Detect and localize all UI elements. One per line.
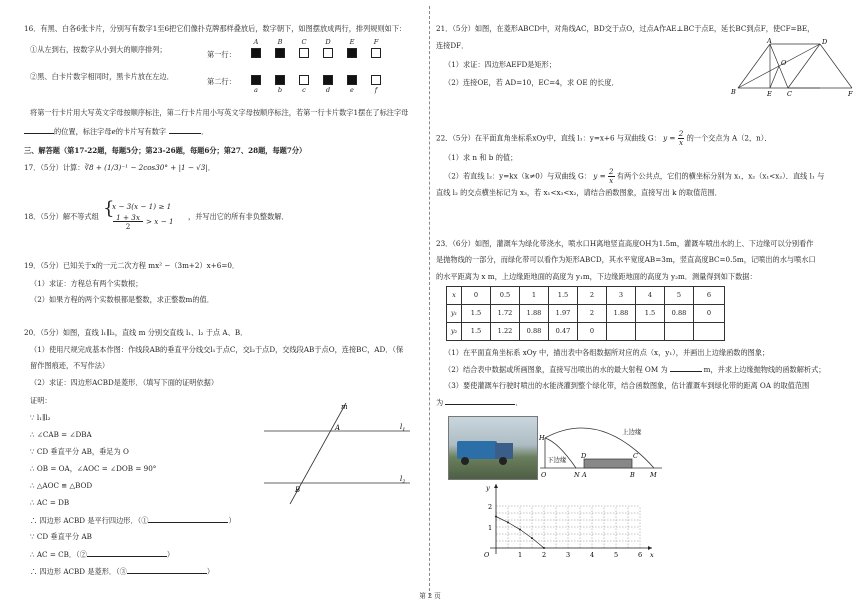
proof-4: ∴ OB = OA，∠AOC = ∠DOB = 90°: [30, 464, 157, 473]
label-B: B: [295, 486, 301, 494]
proof-9-text: ∴ AC = CB．（②: [30, 550, 87, 559]
q22-fraction-2: [608, 168, 615, 185]
proof-10: [30, 566, 214, 577]
lower-edge-label: 下边缘: [547, 456, 567, 464]
q23-trajectory-figure: [538, 414, 664, 480]
q16-rule2: ②黑、白卡片数字相同时，黑卡片放在左边．: [30, 72, 174, 81]
q16-rule1: ①从左到右，按数字从小到大的顺序排列；: [30, 45, 167, 54]
card-letter-C: C: [301, 38, 307, 46]
lower-edge-point: [531, 537, 533, 539]
black-card: [347, 75, 357, 85]
data-cell: 1.97: [549, 305, 578, 323]
label-M: M: [650, 471, 657, 479]
label-A: A: [767, 37, 772, 45]
data-cell: 0.5: [491, 287, 520, 305]
q21-rhombus-figure: [730, 36, 858, 98]
q23-q1: （1）在平面直角坐标系 xOy 中，描出表中各组数据所对应的点（x，y₁），并画出上边缘函数的图象；: [444, 348, 770, 357]
label-B: B: [630, 471, 635, 479]
data-cell: 2: [578, 305, 607, 323]
label-l1: $l_1$: [400, 423, 406, 433]
q20-line3: 留作图痕迹，不写作法）: [30, 361, 110, 370]
q16-tail2: [24, 126, 208, 137]
y-tick-label: 1: [488, 524, 493, 532]
x-tick-label: 2: [542, 551, 547, 559]
irrigation-truck-photo: [448, 416, 538, 480]
y-tick-label: 2: [488, 503, 493, 511]
q22-frac-den: x: [678, 137, 684, 147]
answer-blank-2[interactable]: [169, 126, 201, 134]
data-cell: 0.88: [665, 305, 694, 323]
proof-1: ∵ l₁∥l₂: [30, 413, 51, 422]
card-letter-A: A: [253, 38, 259, 46]
q22-frac-num-2: 2: [608, 167, 614, 176]
q22-frac-lhs-2: y =: [593, 171, 606, 181]
black-card: [323, 75, 333, 85]
q22-frac-lhs: y =: [663, 133, 676, 143]
q23-coordinate-grid: [480, 482, 654, 560]
white-card: [371, 75, 381, 85]
data-cell: 0: [694, 305, 725, 323]
q16-tail2a: 的位置，标注字母: [54, 127, 112, 136]
q16-line1: 16．有黑、白各6张卡片，分别写有数字1至6把它们像扑克牌那样叠放后，数字朝下，如图摆放成两行，排列规则如下：: [24, 24, 407, 33]
q22-line3b: 有两个公共点，它们的横坐标分别为 x₁，x₂（x₁<x₂）．直线 l₁ 与: [616, 171, 825, 181]
q22-line2: （1）求 n 和 b 的值；: [444, 153, 518, 162]
row-header-cell: y₂: [447, 323, 462, 341]
q22-line4: 直线 l₂ 的交点横坐标记为 x₃，若 x₁<x₃<x₂，请结合函数图象，直接写出 k 的取值范围．: [436, 188, 722, 197]
reason-blank-3[interactable]: [127, 566, 207, 574]
lower-edge-point: [495, 516, 497, 518]
label-C: C: [633, 452, 638, 460]
data-cell: 1.5: [636, 305, 665, 323]
table-row: [447, 287, 725, 305]
data-cell: [694, 323, 725, 341]
white-card: [299, 75, 309, 85]
q23-q2: [444, 364, 825, 375]
card-letter-c: c: [302, 86, 306, 94]
x-tick-label: 5: [614, 551, 619, 559]
q18-eq1: x − 3(x − 1) ≥ 1: [112, 202, 172, 211]
x-axis-label: x: [650, 551, 654, 559]
q16-tail1: 将第一行卡片用大写英文字母按顺序标注，第二行卡片用小写英文字母按顺序标注，若第一行卡片数字1摆在了标注字母: [30, 108, 409, 117]
proof-0: 证明：: [30, 396, 52, 405]
data-cell: [636, 323, 665, 341]
x-tick-label: 6: [638, 551, 643, 559]
label-O: O: [781, 59, 787, 67]
card-letter-a: a: [254, 86, 258, 94]
label-N: N: [574, 471, 580, 479]
q17-suffix: ．: [207, 163, 215, 172]
q18-eq2-num: 1 + 3x: [116, 213, 140, 222]
q23-q3b-text: 为: [436, 398, 444, 407]
data-cell: 2: [578, 287, 607, 305]
proof-5: ∴ △AOC ≌ △BOD: [30, 481, 93, 490]
data-cell: 1.88: [520, 305, 549, 323]
q23-q2a: （2）结合表中数据或所画图象，直接写出喷出的水的最大射程 OM 为: [444, 365, 668, 374]
data-cell: 0.88: [520, 323, 549, 341]
black-card: [275, 48, 285, 58]
proof-10-close: ）: [206, 567, 215, 576]
proof-3: ∵ CD 垂直平分 AB，垂足为 O: [30, 447, 129, 456]
black-card: [275, 75, 285, 85]
data-cell: [665, 323, 694, 341]
q20-line2: （1）使用尺规完成基本作图：作线段AB的垂直平分线交l₁于点C，交l₂于点D，交线段AB于点O，连接BC，AD．（保: [30, 345, 404, 354]
card-letter-F: F: [373, 38, 379, 46]
q22-line3: [444, 168, 824, 185]
q22-line3a: （2）若直线 l₂：y=kx（k≠0）与双曲线 G：: [444, 171, 591, 181]
q17-prefix: 17．（5分）计算：: [24, 163, 85, 172]
q23-q2b: m，并求上边缘抛物线的函数解析式；: [703, 365, 826, 374]
y-axis-arrow-icon: [494, 484, 498, 488]
q21-line2: 连接DF．: [436, 41, 469, 50]
q20-figure: [262, 400, 412, 510]
proof-6: ∴ AC = DB: [30, 498, 70, 507]
row1-label: 第一行：: [207, 50, 236, 59]
q18-eq2-den: 2: [125, 222, 131, 231]
label-H: H: [539, 434, 545, 442]
q23-line3: 的水平距离为 x m，上边缘距地面的高度为 y₁m，下边缘距地面的高度为 y₂m．测量得到如下数据：: [436, 272, 757, 281]
y-axis-label: y: [486, 484, 490, 492]
brace-icon: {: [103, 198, 115, 219]
proof-7-close: ）: [228, 516, 236, 525]
proof-10-text: ∴ 四边形 ACBD 是菱形．（③: [30, 567, 127, 576]
card-letter-B: B: [277, 38, 283, 46]
row-header-cell: x: [447, 287, 462, 305]
label-D: D: [581, 452, 587, 460]
data-cell: [607, 323, 636, 341]
q18-prefix: 18．（5分）解不等式组: [24, 212, 99, 221]
q21-line4: （2）连接OE，若 AD=10，EC=4，求 OE 的长度．: [444, 78, 619, 87]
data-cell: 1.22: [491, 323, 520, 341]
proof-2: ∴ ∠CAB = ∠DBA: [30, 430, 92, 439]
oa-range-blank[interactable]: [445, 397, 515, 405]
q20-line4: （2）求证：四边形ACBD是菱形．（填写下面的证明依据）: [30, 378, 219, 387]
row-header-cell: y₁: [447, 305, 462, 323]
reason-blank-1[interactable]: [148, 515, 228, 523]
proof-7: [30, 515, 236, 526]
x-tick-label: 1: [518, 551, 523, 559]
lower-edge-point: [507, 521, 509, 523]
data-cell: 1.5: [462, 323, 491, 341]
data-cell: 1.5: [549, 287, 578, 305]
q23-line1: 23．（6分）如图，灌溉车为绿化带浇水，喷水口H离地竖直高度OH为1.5m，灌溉车喷出水的上、下边缘可以分别看作: [436, 239, 814, 248]
reason-blank-2[interactable]: [87, 549, 167, 557]
x-tick-label: 4: [590, 551, 595, 559]
data-cell: 4: [636, 287, 665, 305]
label-D: D: [822, 38, 828, 46]
q23-line2: 是抛物线的一部分，而绿化带可以看作为矩形ABCD，其水平宽度AB=3m，竖直高度BC=0.5m，记喷出的水与喷水口: [436, 255, 816, 264]
right-column: [430, 0, 860, 608]
q18-suffix: ，并写出它的所有非负整数解．: [188, 212, 289, 221]
q23-q3: （3）要使灌溉车行驶时喷出的水能浇灌到整个绿化带，结合函数图象，估计灌溉车到绿化带的距离 OA 的取值范围: [444, 381, 810, 390]
x-tick-label: 3: [566, 551, 571, 559]
card-letter-e: e: [350, 86, 354, 94]
q18-eq2-rest: > x − 1: [146, 217, 174, 226]
q21-line3: （1）求证：四边形AEFD是矩形；: [444, 60, 557, 69]
data-cell: 1.5: [462, 305, 491, 323]
data-cell: 0: [462, 287, 491, 305]
q22-line1b: 的一个交点为 A（2，n）．: [686, 133, 772, 143]
card-letter-D: D: [325, 38, 331, 46]
q22-frac-den-2: x: [609, 175, 614, 185]
card-letter-d: d: [325, 86, 331, 94]
q22-line1: [436, 130, 772, 147]
label-m: m: [341, 403, 348, 411]
proof-7-text: ∴ 四边形 ACBD 是平行四边形．（①: [30, 516, 149, 525]
card-letter-f: f: [374, 86, 378, 94]
lower-edge-point: [519, 529, 521, 531]
label-O: O: [541, 471, 547, 479]
label-B: B: [731, 88, 736, 96]
black-card: [347, 48, 357, 58]
section-3-heading: 三、解答题（第17-22题，每题5分；第23-26题，每题6分；第27、28题，每题7分）: [24, 146, 307, 155]
wheel-icon: [499, 457, 507, 465]
q21-line1: 21．（5分）如图，在菱形ABCD中，对角线AC，BD交于点O，过点A作AE⊥BC于点E，延长BC到点F，使CF=BE，: [436, 24, 815, 33]
card-letter-b: b: [277, 86, 283, 94]
data-cell: 1: [520, 287, 549, 305]
label-E: E: [767, 90, 772, 98]
upper-edge-label: 上边缘: [622, 428, 642, 436]
card-letter-E: E: [349, 38, 355, 46]
answer-blank-1[interactable]: [24, 126, 54, 134]
range-blank[interactable]: [670, 364, 702, 372]
label-A: A: [582, 471, 587, 479]
q19-line1: 19．（5分）已知关于x的一元二次方程 mx² −（3m+2）x+6=0．: [24, 261, 240, 270]
data-cell: 6: [694, 287, 725, 305]
q19-line2: （1）求证：方程总有两个实数根；: [30, 279, 143, 288]
black-card: [251, 75, 261, 85]
q16-tail2b: e: [111, 127, 116, 136]
data-cell: 1.72: [491, 305, 520, 323]
label-A: A: [335, 424, 341, 432]
q19-line3: （2）如果方程的两个实数根都是整数，求正整数m的值．: [30, 295, 214, 304]
proof-9: [30, 549, 174, 560]
left-column: [0, 0, 428, 608]
q23-data-table: [446, 286, 725, 341]
white-card: [371, 48, 381, 58]
q22-fraction: [678, 130, 685, 147]
q22-line1a: 22．（5分）在平面直角坐标系xOy中，直线 l₁：y=x+6 与双曲线 G：: [436, 133, 661, 143]
white-card: [299, 48, 309, 58]
data-cell: 1.88: [607, 305, 636, 323]
proof-9-close: ）: [166, 550, 175, 559]
data-cell: 3: [607, 287, 636, 305]
q23-q3b: [436, 397, 522, 408]
wheel-icon: [461, 457, 469, 465]
data-cell: 5: [665, 287, 694, 305]
page-number: 第 2 页: [419, 592, 441, 600]
q17-expression: ∛8 + (1/3)⁻¹ − 2cos30° + |1 − √3|: [84, 163, 208, 172]
table-row: [447, 323, 725, 341]
label-F: F: [848, 90, 853, 98]
label-C: C: [787, 90, 792, 98]
table-row: [447, 305, 725, 323]
origin-label: O: [484, 551, 490, 559]
q16-tail2d: ．: [201, 127, 209, 136]
row2-label: 第二行：: [207, 77, 236, 86]
q22-frac-num: 2: [678, 129, 684, 138]
white-card: [323, 48, 333, 58]
q20-line1: 20．（5分）如图，直线 l₁∥l₂，直线 m 分别交直线 l₁、l₂ 于点 A、B．: [24, 328, 248, 337]
proof-8: ∵ CD 垂直平分 AB: [30, 532, 92, 541]
x-axis-arrow-icon: [648, 546, 652, 550]
lower-edge-point: [543, 547, 545, 549]
q17: [24, 163, 215, 173]
data-cell: 0: [578, 323, 607, 341]
black-card: [251, 48, 261, 58]
data-cell: 0.47: [549, 323, 578, 341]
q23-q3c: ．: [515, 398, 523, 407]
label-l2: $l_2$: [400, 475, 406, 485]
q16-tail2c: 的卡片写有数字: [115, 127, 167, 136]
